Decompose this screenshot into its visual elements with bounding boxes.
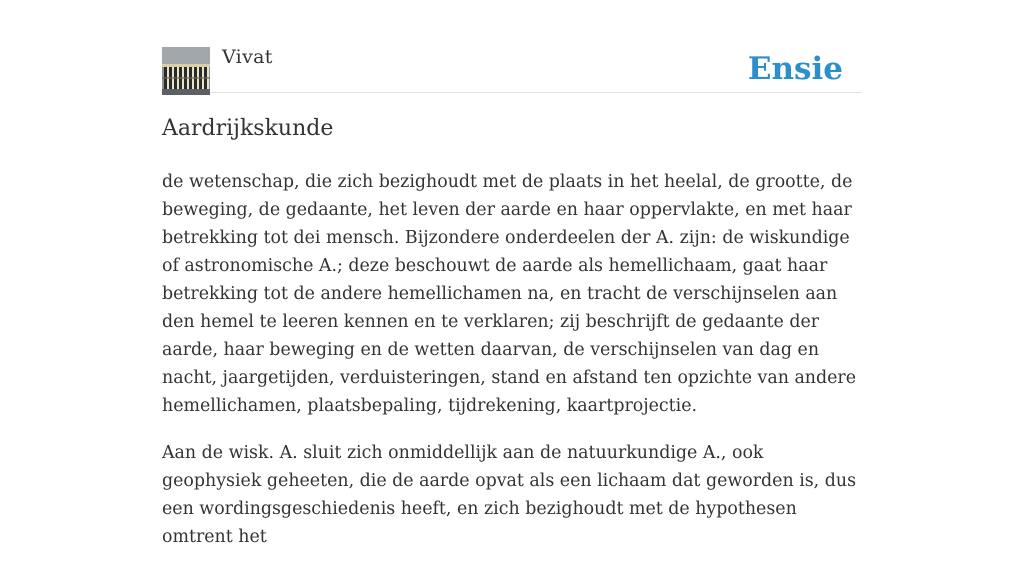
paragraph: de wetenschap, die zich bezighoudt met de plaats in het heelal, de grootte, de beweging, de gedaante, het leven der aarde en haar oppervlakte, en met haar betrekking tot dei mensch. Bijzondere onderdeelen der A. zijn: de wiskundige of astronomische A.; deze beschouwt de aarde als hemellichaam, gaat haar betrekking tot de andere hemellichamen na, en tracht de verschijnselen aan den hemel te leeren kennen en te verklaren; zij beschrijft de gedaante der aarde, haar beweging en de wetten daarvan, de verschijnselen van dag en nacht, jaargetijden, verduisteringen, stand en afstand ten opzichte van andere hemellichamen, plaatsbepaling, tijdrekening, kaartprojectie.	[162, 172, 857, 416]
article-title: Aardrijkskunde	[162, 116, 334, 141]
book-spines-avatar-icon[interactable]	[162, 47, 210, 95]
brand-logo[interactable]: Ensie	[747, 51, 843, 87]
source-name[interactable]: Vivat	[222, 46, 273, 68]
article-body	[162, 168, 862, 570]
paragraph: Aan de wisk. A. sluit zich onmiddellijk aan de natuurkundige A., ook geophysiek geheeten, die de aarde opvat als een lichaam dat geworden is, dus een wordingsgeschiedenis heeft, en zich bezighoudt met de hypothesen omtrent het	[162, 443, 856, 547]
header	[162, 46, 862, 93]
